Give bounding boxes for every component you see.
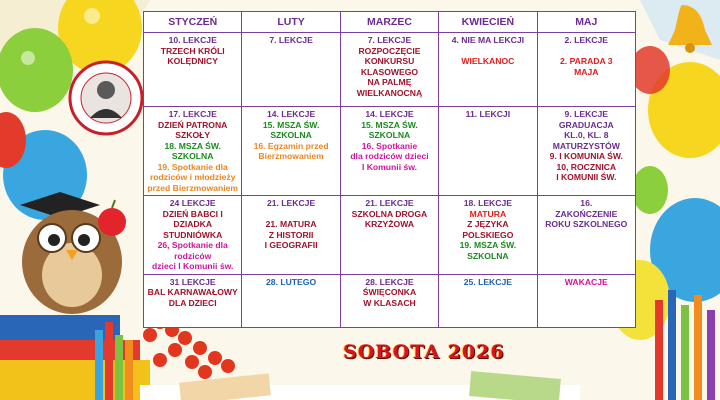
page-title: SOBOTA 2026	[343, 341, 505, 363]
calendar-cell	[340, 196, 438, 275]
event-line: DZIEŃ BABCI I DZIADKA	[162, 208, 223, 229]
event-line: MATURZYSTÓW	[552, 140, 620, 151]
event-line	[540, 46, 633, 57]
event-line: Z HISTORII	[268, 229, 314, 240]
event-line: Z JĘZYKA	[467, 219, 509, 229]
event-line: TRZECH KRÓLI	[160, 45, 225, 56]
event-line: 19. MSZA ŚW.	[459, 240, 517, 250]
calendar-cell	[340, 274, 438, 327]
event-line: 31 LEKCJE	[169, 276, 216, 287]
event-line: Bierzmowaniem	[258, 151, 324, 161]
event-line: 19. Spotkanie dla	[157, 161, 228, 172]
event-line: 18. LEKCJE	[463, 198, 512, 208]
calendar-cell	[242, 196, 340, 275]
event-line: 25. LEKCJE	[463, 276, 512, 287]
event-line: SZKOLNA	[467, 250, 509, 261]
event-line: 14. LEKCJE	[365, 109, 414, 119]
event-line: 17. LEKCJE	[168, 109, 217, 119]
event-line: 2. PARADA 3	[560, 56, 613, 66]
event-line: KONKURSU	[364, 56, 415, 66]
event-line: 14. LEKCJE	[266, 109, 316, 119]
event-line	[244, 209, 337, 220]
calendar-cell	[537, 107, 635, 196]
event-line: MATURA	[469, 208, 507, 219]
calendar-cell	[242, 33, 340, 107]
event-line: przed Bierzmowaniem	[147, 182, 239, 193]
calendar-cell	[144, 274, 242, 327]
event-line: 24 LEKCJE	[169, 198, 216, 208]
event-line: dzieci I Komunii św.	[152, 261, 234, 271]
event-line: BAL KARNAWAŁOWY	[147, 287, 238, 297]
event-line: I GEOGRAFII	[264, 240, 318, 250]
school-logo-icon	[70, 62, 142, 134]
event-line: NA PALMĘ	[367, 77, 412, 87]
event-line: 28. LUTEGO	[266, 276, 317, 287]
month-header-row	[144, 12, 636, 33]
calendar-table	[143, 11, 636, 328]
event-line: 16.	[580, 198, 593, 208]
event-line	[441, 46, 534, 57]
event-line: 26, Spotkanie dla rodziców	[157, 240, 228, 261]
event-line: 28. LEKCJE	[365, 276, 414, 287]
month-header: MARZEC	[340, 12, 438, 33]
calendar-cell	[537, 274, 635, 327]
event-line: WIELKANOC	[461, 56, 515, 66]
month-header: MAJ	[537, 12, 635, 33]
calendar-cell	[144, 33, 242, 107]
event-line: KRZYŻOWA	[364, 219, 415, 229]
calendar-cell	[242, 274, 340, 327]
event-line: WIELKANOCNĄ	[356, 87, 423, 98]
event-line: KOLĘDNICY	[167, 56, 218, 66]
calendar-row	[144, 33, 636, 107]
event-line: 18. MSZA ŚW. SZKOLNA	[164, 140, 221, 161]
calendar-row	[144, 274, 636, 327]
event-line: I KOMUNII ŚW.	[556, 172, 617, 182]
event-line: SZKOLNA	[368, 130, 411, 140]
event-line: I Komunii św.	[361, 161, 418, 172]
event-line: ROKU SZKOLNEGO	[545, 219, 628, 229]
event-line: SZKOLNA DROGA	[351, 208, 428, 219]
calendar-cell	[439, 196, 537, 275]
month-header: KWIECIEŃ	[439, 12, 537, 33]
calendar-row	[144, 107, 636, 196]
event-line: DZIEŃ PATRONA SZKOŁY	[158, 119, 228, 140]
event-line: 10, ROCZNICA	[556, 161, 617, 172]
calendar-cell	[340, 107, 438, 196]
calendar-cell	[537, 196, 635, 275]
event-line: W KLASACH	[363, 297, 416, 308]
event-line: DLA DZIECI	[168, 297, 217, 308]
event-line: 7. LEKCJE	[367, 35, 412, 45]
calendar-cell	[537, 33, 635, 107]
event-line: dla rodziców dzieci	[350, 151, 429, 161]
event-line: 9. LEKCJE	[564, 109, 609, 119]
event-line: MAJA	[574, 66, 599, 77]
event-line: SZKOLNA	[270, 130, 312, 140]
event-line: GRADUACJA	[558, 119, 614, 130]
event-line: 11. LEKCJI	[465, 109, 511, 119]
event-line: 7. LEKCJE	[269, 35, 313, 45]
event-line: WAKACJE	[564, 276, 608, 287]
calendar-row	[144, 196, 636, 275]
event-line: ZAKOŃCZENIE	[555, 208, 618, 219]
event-line: rodziców i młodzieży	[149, 172, 236, 182]
calendar-cell	[340, 33, 438, 107]
event-line: KLASOWEGO	[360, 66, 419, 77]
event-line: KL.0, KL. 8	[564, 130, 609, 140]
event-line: 16. Egzamin przed	[253, 140, 329, 151]
calendar-cell	[439, 107, 537, 196]
event-line: 15. MSZA ŚW.	[262, 119, 320, 130]
event-line: 2. LEKCJE	[564, 35, 609, 45]
event-line: POLSKIEGO	[462, 229, 514, 240]
event-line: 4. NIE MA LEKCJI	[451, 35, 524, 45]
event-line: 16. Spotkanie	[361, 140, 418, 151]
calendar-cell	[439, 33, 537, 107]
event-line: 21. LEKCJE	[266, 198, 316, 208]
calendar-cell	[144, 196, 242, 275]
calendar-cell	[439, 274, 537, 327]
event-line: 21. MATURA	[265, 219, 317, 229]
event-line: STUDNIÓWKA	[163, 229, 223, 240]
event-line: ŚWIĘCONKA	[362, 287, 417, 297]
calendar-cell	[144, 107, 242, 196]
event-line: 10. LEKCJE	[168, 35, 217, 45]
calendar-cell	[242, 107, 340, 196]
month-header: LUTY	[242, 12, 340, 33]
event-line: ROZPOCZĘCIE	[358, 45, 421, 56]
event-line: 21. LEKCJE	[365, 198, 414, 208]
event-line: 15. MSZA ŚW.	[361, 119, 418, 130]
month-header: STYCZEŃ	[144, 12, 242, 33]
event-line: 9. I KOMUNIA ŚW.	[549, 151, 623, 161]
